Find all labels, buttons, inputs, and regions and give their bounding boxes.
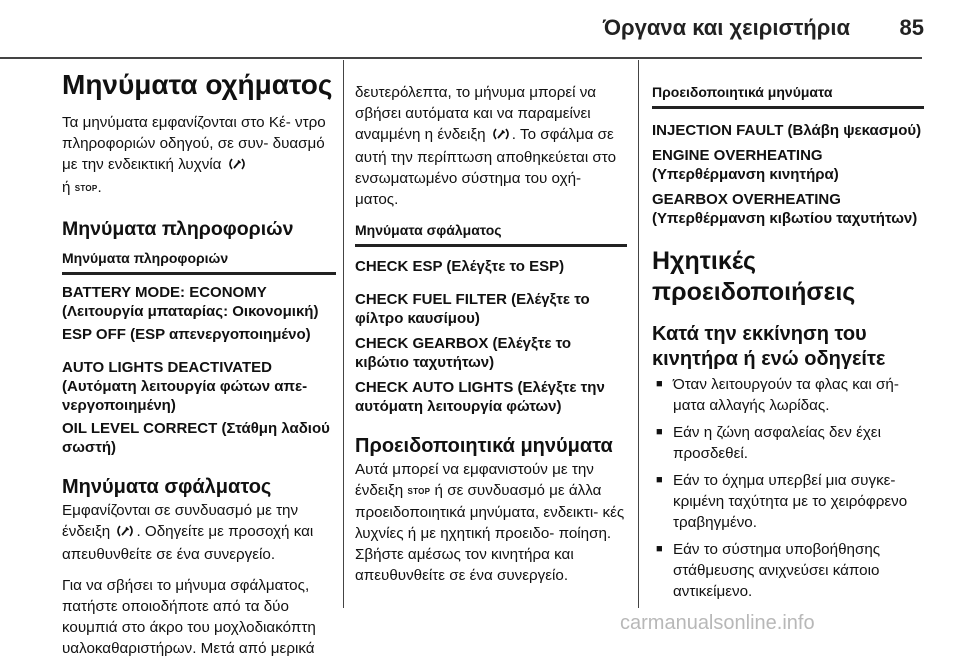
warn-subheading: Προειδοποιητικά μηνύματα — [652, 82, 924, 109]
column-1 — [62, 60, 336, 659]
error-message: CHECK GEARBOX (Ελέγξτε το κιβώτιο ταχυτήτων) — [355, 335, 572, 371]
error-message: CHECK AUTO LIGHTS (Ελέγξτε την αυτόματη λειτουργία φώτων) — [355, 379, 605, 415]
watermark: carmanualsonline.info — [620, 612, 815, 634]
continued-text-post: . Το σφάλμα σε αυτή την περίπτωση αποθηκεύεται στο ενσωματωμένο σύστημα του οχή- ματος. — [355, 126, 617, 208]
warn-message: GEARBOX OVERHEATING (Υπερθέρμανση κιβωτίου ταχυτήτων) — [652, 191, 918, 227]
header-rule — [0, 57, 922, 59]
chimes-heading: Ηχητικές προειδοποιήσεις — [652, 247, 856, 306]
error-message: CHECK FUEL FILTER (Ελέγξτε το φίλτρο καυσίμου) — [355, 291, 590, 327]
start-heading: Κατά την εκκίνηση του κινητήρα ή ενώ οδηγείτε — [652, 323, 886, 370]
stop-icon: STOP — [407, 487, 431, 496]
service-wrench-icon — [227, 156, 247, 177]
page-number: 85 — [899, 15, 924, 40]
running-header-title: Όργανα και χειριστήρια — [602, 15, 850, 40]
continued-text-pre: δευτερόλεπτα, το μήνυμα μπορεί να σβήσει αυτόματα και να παραμείνει αναμμένη η ένδειξη — [355, 84, 597, 143]
warn-text-pre: Αυτά μπορεί να εμφανιστούν με την ένδειξη — [355, 461, 594, 499]
service-wrench-icon — [115, 523, 135, 544]
intro-paragraph: Τα μηνύματα εμφανίζονται στο Κέ- ντρο πληροφοριών οδηγού, σε συν- δυασμό με την ενδεικτική λυχνία ή STOP. — [62, 114, 326, 196]
error-paragraph-2: Για να σβήσει το μήνυμα σφάλματος, πατήστε οποιοδήποτε από τα δύο κουμπιά στο άκρο του μοχλοδιακόπτη υαλοκαθαριστήρων. Μετά από μερικά — [62, 577, 316, 657]
info-subheading: Μηνύματα πληροφοριών — [62, 248, 336, 275]
list-item: ■ Εάν το όχημα υπερβεί μια συγκε- κριμένη ταχύτητα με το χειρόφρενο τραβηγμένο. — [652, 470, 924, 533]
info-message: AUTO LIGHTS DEACTIVATED (Αυτόματη λειτουργία φώτων απε- νεργοποιημένη) — [62, 359, 308, 414]
chimes-list — [652, 374, 924, 602]
continued-paragraph — [355, 82, 627, 210]
stop-icon: STOP — [74, 184, 98, 193]
list-item: ■ Εάν η ζώνη ασφαλείας δεν έχει προσδεθεί. — [652, 422, 924, 464]
error-paragraph-1 — [62, 500, 336, 565]
intro-text: Τα μηνύματα εμφανίζονται στο Κέ- ντρο πληροφοριών οδηγού, σε συν- δυασμό με την ενδεικτική λυχνία — [62, 114, 326, 173]
warn-paragraph — [355, 459, 627, 586]
intro-or: ή — [62, 179, 71, 196]
warn-message: INJECTION FAULT (Βλάβη ψεκασμού) — [652, 122, 922, 139]
error-text-post: . Οδηγείτε με προσοχή και απευθυνθείτε σε ένα συνεργείο. — [62, 523, 314, 563]
service-wrench-icon — [491, 126, 511, 147]
error-message: CHECK ESP (Ελέγξτε το ESP) — [355, 258, 565, 275]
warn-message: ENGINE OVERHEATING (Υπερθέρμανση κινητήρα) — [652, 147, 839, 183]
column-divider-1 — [343, 60, 344, 608]
column-2 — [355, 82, 627, 586]
column-divider-2 — [638, 60, 639, 608]
list-item: ■ Όταν λειτουργούν τα φλας και σή- ματα αλλαγής λωρίδας. — [652, 374, 924, 416]
chapter-title: Μηνύματα οχήματος — [62, 69, 333, 100]
info-message: ESP OFF (ESP απενεργοποιημένο) — [62, 326, 311, 343]
error-heading: Μηνύματα σφάλματος — [62, 476, 272, 498]
info-message: OIL LEVEL CORRECT (Στάθμη λαδιού σωστή) — [62, 420, 330, 456]
error-text-pre: Εμφανίζονται σε συνδυασμό με την ένδειξη — [62, 502, 299, 540]
error-subheading: Μηνύματα σφάλματος — [355, 220, 627, 247]
list-item: ■ Εάν το σύστημα υποβοήθησης στάθμευσης ανιχνεύσει κάποιο αντικείμενο. — [652, 539, 924, 602]
warn-text-post: ή σε συνδυασμό με άλλα προειδοποιητικά μηνύματα, ενδεικτι- κές λυχνίες ή με ηχητική προειδο- ποίηση. Σβήστε αμέσως τον κινητήρα και απευθυνθείτε σε ένα συνεργείο. — [355, 482, 625, 584]
column-3 — [652, 82, 924, 602]
warn-heading: Προειδοποιητικά μηνύματα — [355, 435, 613, 457]
info-message: BATTERY MODE: ECONOMY (Λειτουργία μπαταρίας: Οικονομική) — [62, 284, 319, 320]
info-heading: Μηνύματα πληροφοριών — [62, 218, 294, 240]
